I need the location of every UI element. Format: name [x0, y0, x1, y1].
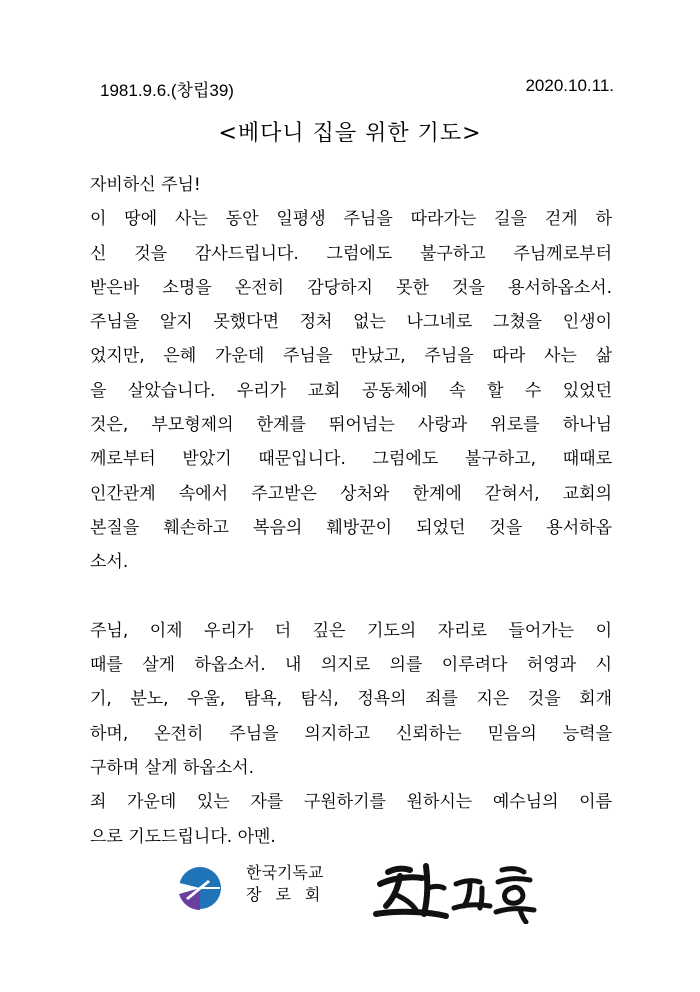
- signature-icon: [370, 858, 540, 924]
- prayer-line: 것은, 부모형제의 한계를 뛰어넘는 사랑과 위로를 하나님: [90, 415, 612, 436]
- prayer-line: 기, 분노, 우울, 탐욕, 탐식, 정욕의 죄를 지은 것을 회개: [90, 689, 612, 710]
- prayer-line: 이 땅에 사는 동안 일평생 주님을 따라가는 길을 걷게 하: [90, 209, 612, 230]
- church-logo-icon: [178, 866, 222, 910]
- organization-name-line1: 한국기독교: [246, 863, 324, 882]
- document-date: 2020.10.11.: [525, 76, 614, 95]
- prayer-line: 었지만, 은혜 가운데 주님을 만났고, 주님을 따라 사는 삶: [90, 346, 612, 367]
- prayer-line: 죄 가운데 있는 자를 구원하기를 원하시는 예수님의 이름: [90, 792, 612, 813]
- prayer-line: 소서.: [90, 552, 129, 573]
- paragraph-spacer: [90, 580, 612, 614]
- prayer-line: 때를 살게 하옵소서. 내 의지로 의를 이루려다 허영과 시: [90, 655, 612, 676]
- prayer-line: 으로 기도드립니다. 아멘.: [90, 826, 276, 847]
- prayer-line: 구하며 살게 하옵소서.: [90, 758, 255, 779]
- footer: [178, 858, 558, 928]
- prayer-line: 신 것을 감사드립니다. 그럼에도 불구하고 주님께로부터: [90, 243, 612, 264]
- prayer-line: 받은바 소명을 온전히 감당하지 못한 것을 용서하옵소서.: [90, 277, 612, 298]
- prayer-line: 주님, 이제 우리가 더 깊은 기도의 자리로 들어가는 이: [90, 620, 612, 641]
- prayer-line: 을 살았습니다. 우리가 교회 공동체에 속 할 수 있었던: [90, 380, 612, 401]
- prayer-line: 하며, 온전히 주님을 의지하고 신뢰하는 믿음의 능력을: [90, 723, 612, 744]
- prayer-line: 자비하신 주님!: [90, 175, 201, 195]
- prayer-line: 께로부터 받았기 때문입니다. 그럼에도 불구하고, 때때로: [90, 449, 612, 470]
- prayer-line: 인간관계 속에서 주고받은 상처와 한계에 갇혀서, 교회의: [90, 483, 612, 504]
- prayer-line: 본질을 훼손하고 복음의 훼방꾼이 되었던 것을 용서하옵: [90, 517, 612, 538]
- organization-name-line2: 장로회: [246, 885, 335, 904]
- prayer-line: 주님을 알지 못했다면 정처 없는 나그네로 그쳤을 인생이: [90, 312, 612, 333]
- prayer-body: [90, 168, 612, 854]
- page-title: <베다니 집을 위한 기도>: [218, 121, 482, 146]
- founding-date: 1981.9.6.(창립39): [100, 81, 234, 100]
- organization-name: [246, 862, 334, 906]
